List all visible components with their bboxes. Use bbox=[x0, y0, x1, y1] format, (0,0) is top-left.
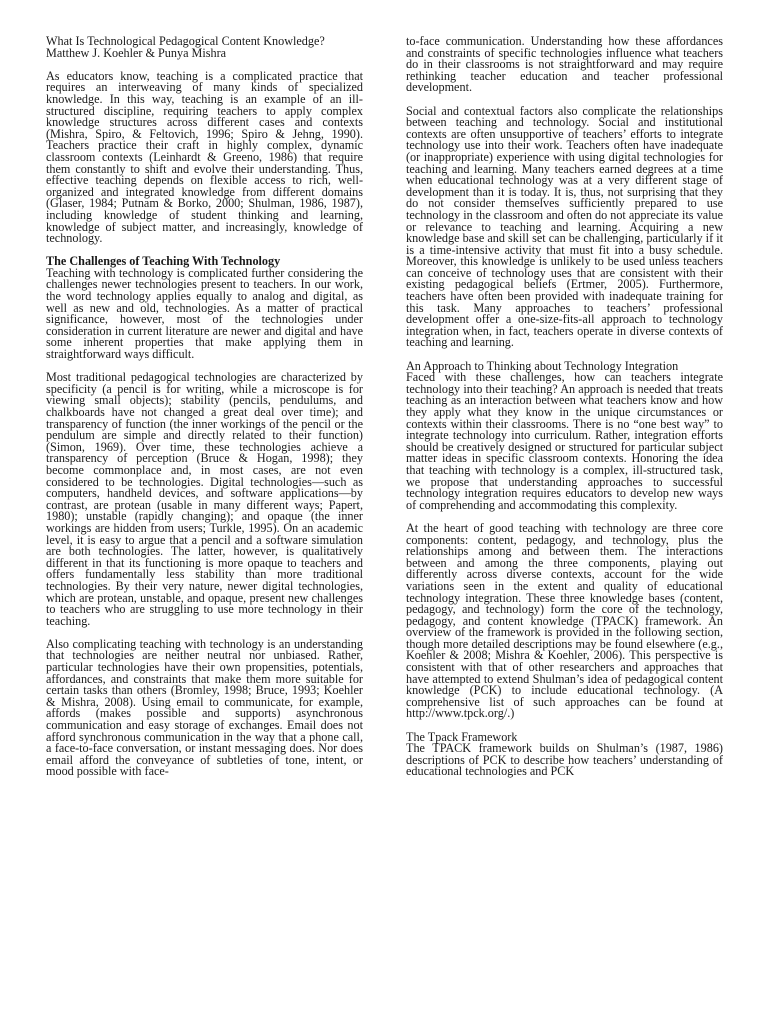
left-column bbox=[46, 36, 363, 778]
paragraph-social-context: Social and contextual factors also complicate the relationships between teaching and technology. Social and institutional contexts are often unsupportive of teachers’ efforts to integrate technology use into their work. Teachers often have inadequate (or inappropriate) experience with using digital technologies for teaching and learning. Many teachers earned degrees at a time when educational technology was at a very different stage of development than it is today. It is, thus, not surprising that they do not consider themselves sufficiently prepared to use technology in the classroom and often do not appreciate its value or relevance to teaching and learning. Acquiring a new knowledge base and skill set can be challenging, particularly if it is a time-intensive activity that must fit into a busy schedule. Moreover, this knowledge is unlikely to be used unless teachers can conceive of technology uses that are consistent with their existing pedagogical beliefs (Ertmer, 2005). Furthermore, teachers have often been provided with inadequate training for this task. Many approaches to teachers’ professional development offer a one-size-fits-all approach to technology integration when, in fact, teachers operate in diverse contexts of teaching and learning. bbox=[406, 103, 723, 350]
paragraph-challenges-1: Teaching with technology is complicated further considering the challenges newer technologies present to teachers. In our work, the word technology applies equally to analog and digital, as well as new and old, technologies. As a matter of practical significance, however, most of the technologies under consideration in current literature are newer and digital and have some inherent properties that make applying them in straightforward ways difficult. bbox=[46, 265, 363, 362]
section-heading-approach: An Approach to Thinking about Technology Integration bbox=[406, 358, 679, 373]
section-heading-framework: The Tpack Framework bbox=[406, 729, 518, 744]
right-column bbox=[406, 36, 723, 778]
intro-paragraph: As educators know, teaching is a complicated practice that requires an interweaving of many kinds of specialized knowledge. In this way, teaching is an example of an ill-structured discipline, requiring teachers to apply complex knowledge structures across different cases and contexts (Mishra, Spiro, & Feltovich, 1996; Spiro & Jehng, 1990). Teachers practice their craft in highly complex, dynamic classroom contexts (Leinhardt & Greeno, 1986) that require them constantly to shift and evolve their understanding. Thus, effective teaching depends on flexible access to rich, well-organized and integrated knowledge from different domains (Glaser, 1984; Putnam & Borko, 2000; Shulman, 1986, 1987), including knowledge of student thinking and learning, knowledge of subject matter, and increasingly, knowledge of technology. bbox=[46, 68, 363, 246]
article-authors: Matthew J. Koehler & Punya Mishra bbox=[46, 45, 227, 60]
paragraph-heart: At the heart of good teaching with technology are three core components: content, pedagogy, and technology, plus the relationships among and between them. The interactions between and among the three components, playing out differently across diverse contexts, account for the wide variations seen in the extent and quality of educational technology integration. These three knowledge bases (content, pedagogy, and technology) form the core of the technology, pedagogy, and content knowledge (TPACK) framework. An overview of the framework is provided in the following section, though more detailed descriptions may be found elsewhere (e.g., Koehler & 2008; Mishra & Koehler, 2006). This perspective is consistent with that of other researchers and approaches that have attempted to extend Shulman’s idea of pedagogical content knowledge (PCK) to include educational technology. (A comprehensive list of such approaches can be found at http://www.tpck.org/.) bbox=[406, 520, 723, 721]
paragraph-challenges-2: Most traditional pedagogical technologies are characterized by specificity (a pencil is for writing, while a microscope is for viewing small objects); stability (pencils, pendulums, and chalkboards have not changed a great deal over time); and transparency of function (the inner workings of the pencil or the pendulum are simple and directly related to their function) (Simon, 1969). Over time, these technologies achieve a transparency of perception (Bruce & Hogan, 1998); they become commonplace and, in most cases, are not even considered to be technologies. Digital technologies—such as computers, handheld devices, and software applications—by contrast, are protean (usable in many different ways; Papert, 1980); unstable (rapidly changing); and opaque (the inner workings are hidden from users; Turkle, 1995). On an academic level, it is easy to argue that a pencil and a software simulation are both technologies. The latter, however, is qualitatively different in that its functioning is more opaque to teachers and offers fundamentally less stability than more traditional technologies. By their very nature, newer digital technologies, which are protean, unstable, and opaque, present new challenges to teachers who are struggling to use more technology in their teaching. bbox=[46, 370, 363, 628]
paragraph-framework: The TPACK framework builds on Shulman’s (1987, 1986) descriptions of PCK to describe how teachers’ understanding of educational technologies and PCK bbox=[406, 741, 723, 779]
article-title: What Is Technological Pedagogical Content Knowledge? bbox=[46, 34, 325, 48]
section-heading-challenges: The Challenges of Teaching With Technology bbox=[46, 254, 281, 269]
paragraph-continuation: to-face communication. Understanding how these affordances and constraints of specific technologies influence what teachers do in their classrooms is not straightforward and may require rethinking teacher education and teacher professional development. bbox=[406, 34, 723, 95]
paragraph-challenges-3: Also complicating teaching with technology is an understanding that technologies are neither neutral nor unbiased. Rather, particular technologies have their own propensities, potentials, affordances, and constraints that make them more suitable for certain tasks than others (Bromley, 1998; Bruce, 1993; Koehler & Mishra, 2008). Using email to communicate, for example, affords (makes possible and supports) asynchronous communication and easy storage of exchanges. Email does not afford synchronous communication in the way that a phone call, a face-to-face conversation, or instant messaging does. Nor does email afford the conveyance of subtleties of tone, intent, or mood possible with face- bbox=[46, 636, 363, 779]
paragraph-approach: Faced with these challenges, how can teachers integrate technology into their teaching? An approach is needed that treats teaching as an interaction between what teachers know and how they apply what they know in the unique circumstances or contexts within their classrooms. There is no “one best way” to integrate technology into curriculum. Rather, integration efforts should be creatively designed or structured for particular subject matter ideas in specific classroom contexts. Honoring the idea that teaching with technology is a complex, ill-structured task, we propose that understanding approaches to successful technology integration requires educators to develop new ways of comprehending and accommodating this complexity. bbox=[406, 370, 723, 512]
